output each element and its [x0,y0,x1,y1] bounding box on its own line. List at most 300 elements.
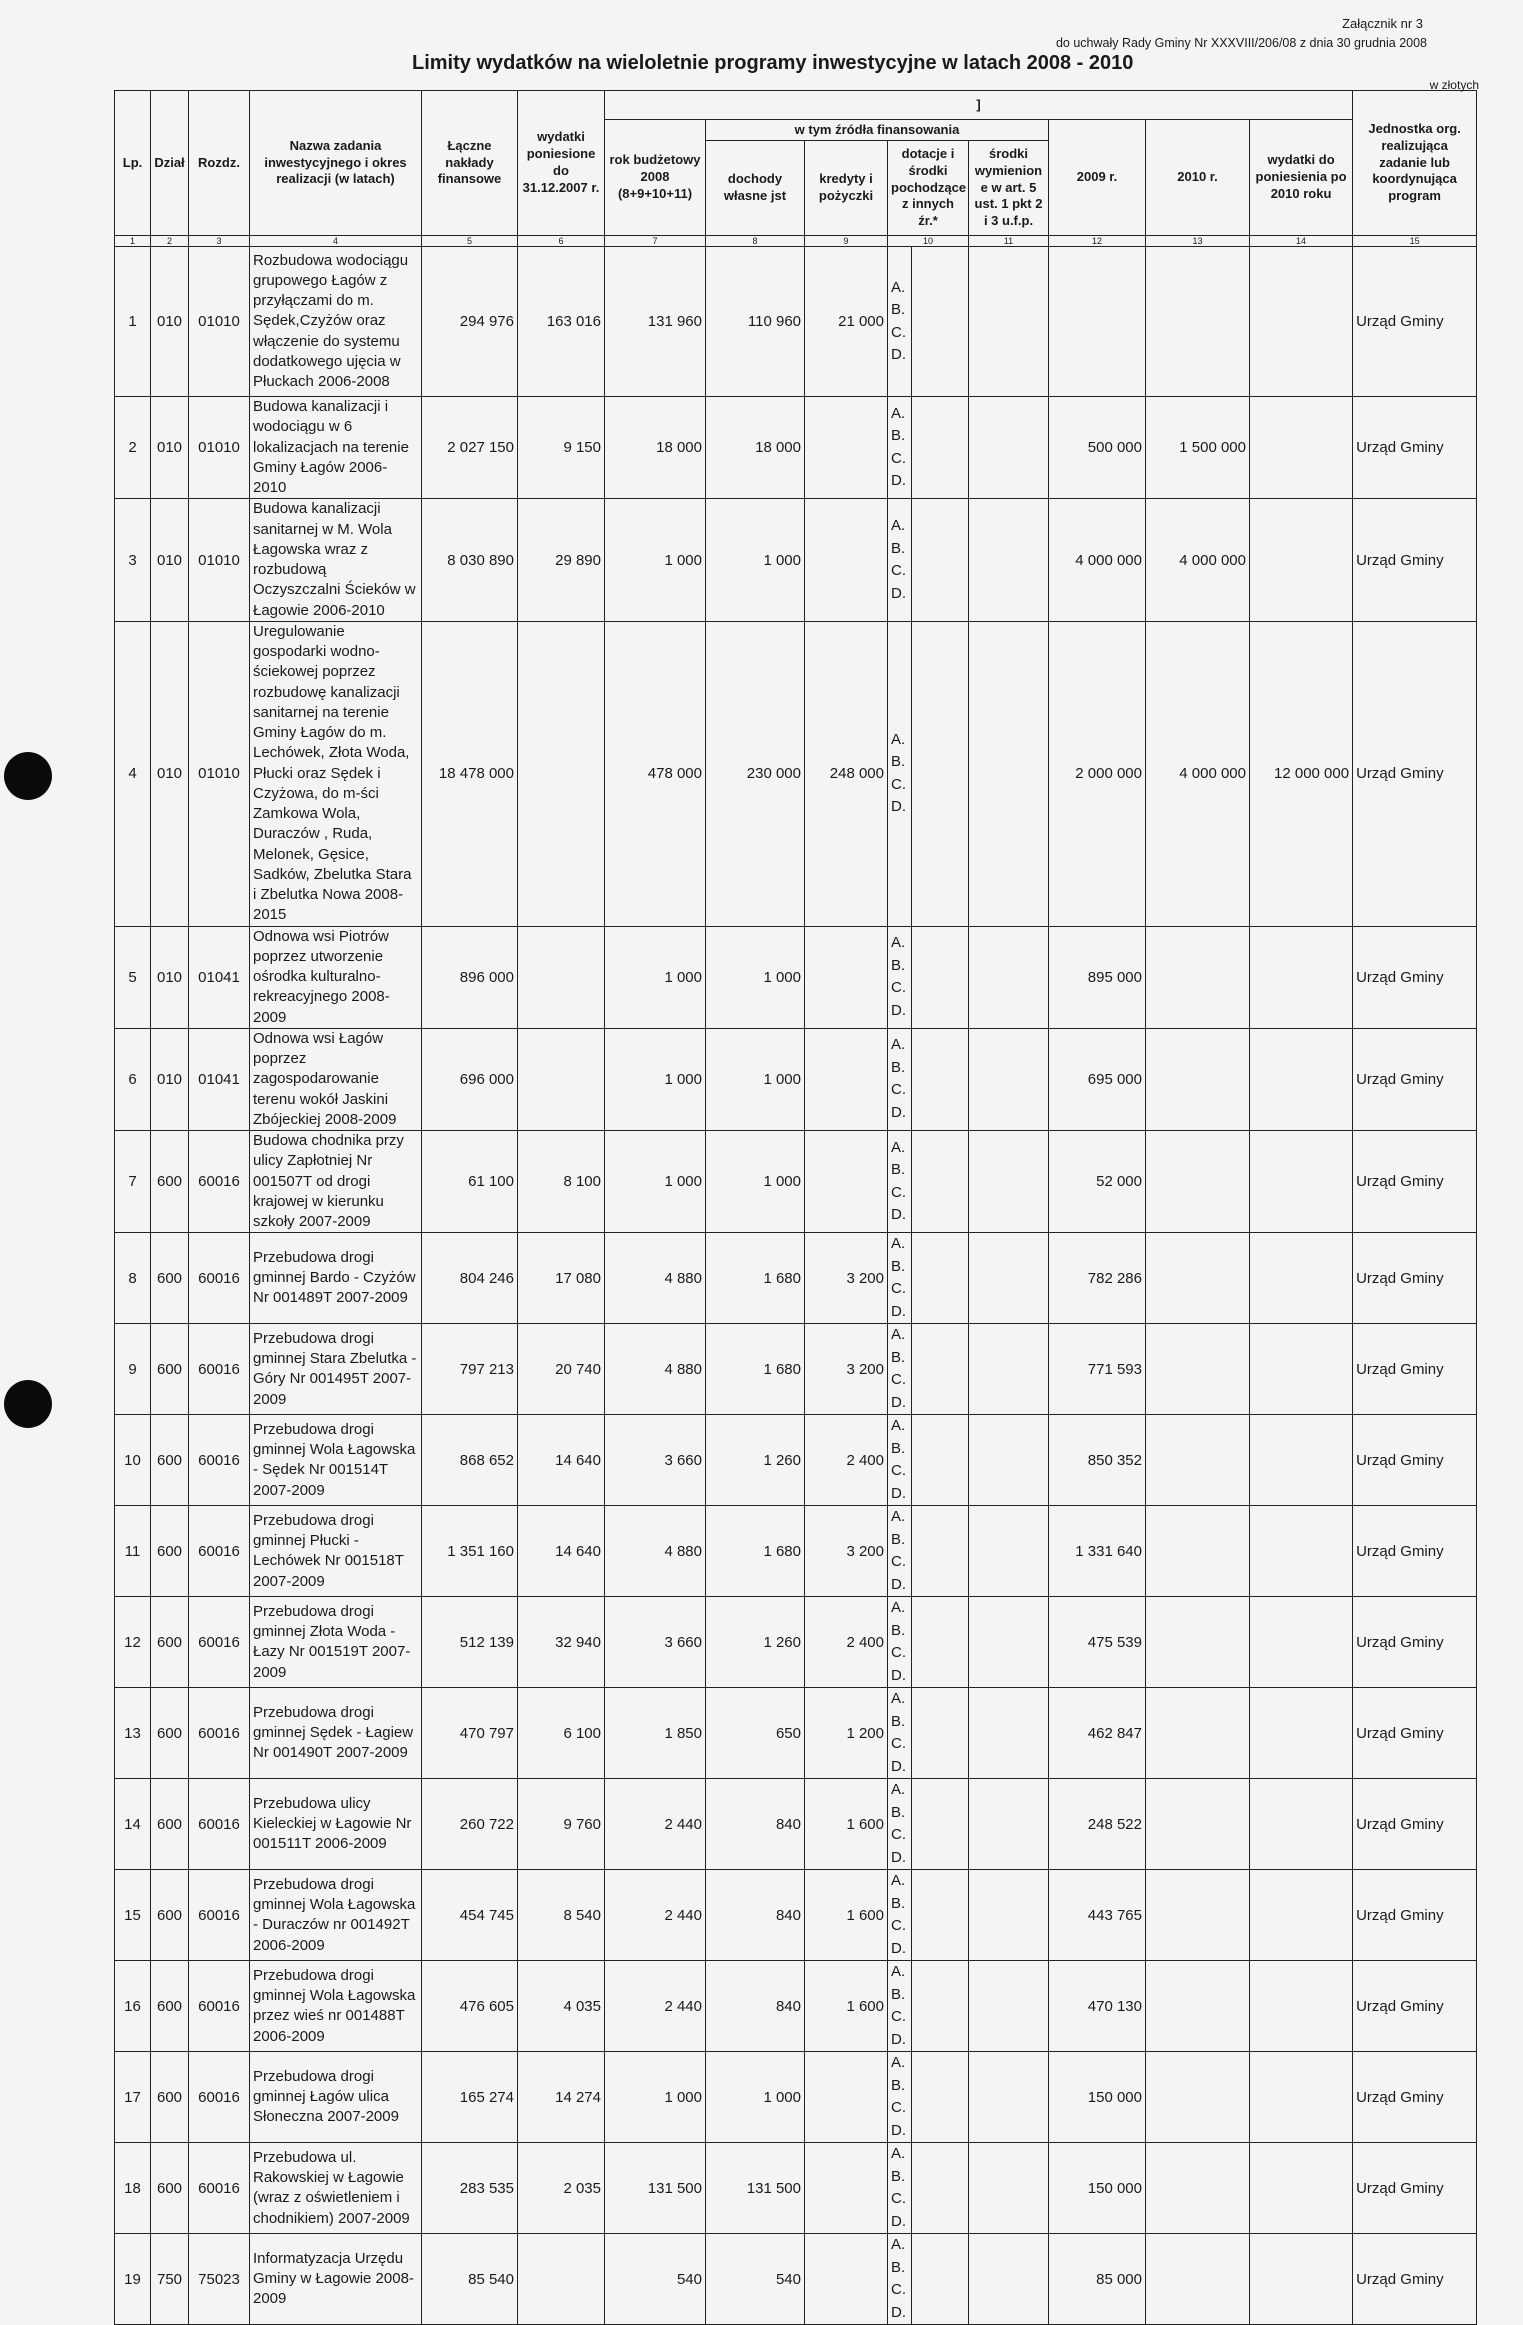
row-grants [912,1324,969,1415]
row-budget-2008: 131 960 [605,247,706,397]
col-number: 10 [888,236,969,247]
row-budget-2008: 1 000 [605,499,706,622]
row-spent-2007: 6 100 [518,1688,605,1779]
row-rozdz: 60016 [189,1131,250,1233]
row-2010 [1146,1131,1250,1233]
row-budget-2008: 4 880 [605,1233,706,1324]
row-rozdz: 01041 [189,1028,250,1130]
row-abcd-labels [888,397,912,499]
row-credits: 1 600 [805,1961,888,2052]
row-grants [912,621,969,926]
row-total: 260 722 [422,1779,518,1870]
row-art5 [969,499,1049,622]
row-total: 476 605 [422,1961,518,2052]
abcd-label: A. [891,1138,906,1156]
row-total: 61 100 [422,1131,518,1233]
row-grants [912,1779,969,1870]
row-after-2010 [1250,1870,1353,1961]
abcd-label: C. [891,2099,906,2117]
row-after-2010 [1250,1131,1353,1233]
row-2009: 695 000 [1049,1028,1146,1130]
row-art5 [969,1028,1049,1130]
row-lp: 17 [115,2052,151,2143]
row-art5 [969,1597,1049,1688]
row-dzial: 750 [151,2234,189,2325]
attachment-number: Załącznik nr 3 [1342,16,1423,31]
abcd-label: D. [891,2303,906,2321]
row-unit: Urząd Gminy [1353,2143,1477,2234]
row-unit: Urząd Gminy [1353,1961,1477,2052]
row-2010: 4 000 000 [1146,499,1250,622]
investment-limits-table [114,90,1477,2325]
row-grants [912,1688,969,1779]
row-lp: 2 [115,397,151,499]
row-grants [912,397,969,499]
row-dzial: 600 [151,1233,189,1324]
row-own-income: 110 960 [706,247,805,397]
row-spent-2007: 32 940 [518,1597,605,1688]
abcd-label: A. [891,2236,906,2254]
abcd-label: A. [891,1508,906,1526]
row-2009: 771 593 [1049,1324,1146,1415]
col-number: 6 [518,236,605,247]
row-dzial: 010 [151,499,189,622]
abcd-label: B. [891,1621,906,1639]
abcd-label: C. [891,1826,906,1844]
row-2010 [1146,1324,1250,1415]
row-budget-2008: 4 880 [605,1324,706,1415]
row-abcd-labels [888,1961,912,2052]
col-number: 8 [706,236,805,247]
row-task-name: Uregulowanie gospodarki wodno-ściekowej poprzez rozbudowę kanalizacji sanitarnej na terenie Gminy Łagów do m. Lechówek, Złota Woda, Płucki oraz Sędek i Czyżowa, do m-ści Zamkowa Wola, Duraczów , Ruda, Melonek, Gęsice, Sadków, Zbelutka Stara i Zbelutka Nowa 2008-2015 [250,621,422,926]
row-own-income: 650 [706,1688,805,1779]
row-dzial: 600 [151,1688,189,1779]
col-number: 11 [969,236,1049,247]
abcd-label: C. [891,1280,906,1298]
abcd-label: C. [891,1553,906,1571]
row-task-name: Przebudowa drogi gminnej Wola Łagowska przez wieś nr 001488T 2006-2009 [250,1961,422,2052]
row-lp: 5 [115,926,151,1028]
abcd-label: A. [891,2145,906,2163]
row-spent-2007: 29 890 [518,499,605,622]
row-rozdz: 60016 [189,1961,250,2052]
row-own-income: 1 680 [706,1324,805,1415]
row-after-2010 [1250,2234,1353,2325]
row-task-name: Przebudowa drogi gminnej Stara Zbelutka - Góry Nr 001495T 2007-2009 [250,1324,422,1415]
table-body [115,247,1477,2325]
row-lp: 7 [115,1131,151,1233]
col-number: 7 [605,236,706,247]
abcd-label: B. [891,301,906,318]
row-own-income: 1 000 [706,2052,805,2143]
row-grants [912,2143,969,2234]
row-art5 [969,1233,1049,1324]
abcd-label: C. [891,2190,906,2208]
row-dzial: 010 [151,621,189,926]
row-credits [805,2234,888,2325]
row-total: 797 213 [422,1324,518,1415]
row-task-name: Przebudowa drogi gminnej Łagów ulica Słoneczna 2007-2009 [250,2052,422,2143]
abcd-label: B. [891,2258,906,2276]
table-row [115,1779,1477,1870]
row-task-name: Budowa chodnika przy ulicy Zapłotniej Nr 001507T od drogi krajowej w kierunku szkoły 2007-2009 [250,1131,422,1233]
abcd-label: B. [891,1348,906,1366]
table-row [115,1131,1477,1233]
row-art5 [969,1779,1049,1870]
row-spent-2007: 8 540 [518,1870,605,1961]
row-lp: 12 [115,1597,151,1688]
row-task-name: Przebudowa ul. Rakowskiej w Łagowie (wraz z oświetleniem i chodnikiem) 2007-2009 [250,2143,422,2234]
row-total: 2 027 150 [422,397,518,499]
row-credits: 3 200 [805,1506,888,1597]
row-after-2010 [1250,1324,1353,1415]
row-spent-2007: 17 080 [518,1233,605,1324]
abcd-label: C. [891,1462,906,1480]
row-2010 [1146,1961,1250,2052]
row-rozdz: 60016 [189,1870,250,1961]
row-after-2010: 12 000 000 [1250,621,1353,926]
abcd-label: B. [891,1058,906,1076]
row-dzial: 600 [151,1870,189,1961]
row-dzial: 600 [151,1597,189,1688]
row-own-income: 840 [706,1961,805,2052]
row-unit: Urząd Gminy [1353,621,1477,926]
row-rozdz: 60016 [189,2143,250,2234]
row-unit: Urząd Gminy [1353,1779,1477,1870]
punch-hole-top [4,752,52,800]
row-art5 [969,1415,1049,1506]
col-unit-header: Jednostka org. realizująca zadanie lub koordynująca program [1353,91,1477,236]
col-after-2010-header: wydatki do poniesienia po 2010 roku [1250,120,1353,236]
row-grants [912,1233,969,1324]
row-task-name: Przebudowa drogi gminnej Złota Woda - Łazy Nr 001519T 2007-2009 [250,1597,422,1688]
row-lp: 10 [115,1415,151,1506]
row-rozdz: 01010 [189,397,250,499]
row-art5 [969,397,1049,499]
row-own-income: 1 000 [706,926,805,1028]
abcd-label: D. [891,584,906,602]
page-title: Limity wydatków na wieloletnie programy inwestycyjne w latach 2008 - 2010 [412,52,1134,74]
row-own-income: 1 680 [706,1233,805,1324]
row-abcd-labels [888,1597,912,1688]
row-own-income: 1 680 [706,1506,805,1597]
table-row [115,1028,1477,1130]
row-spent-2007: 4 035 [518,1961,605,2052]
row-total: 294 976 [422,247,518,397]
row-task-name: Budowa kanalizacji i wodociągu w 6 lokalizacjach na terenie Gminy Łagów 2006-2010 [250,397,422,499]
col-number: 4 [250,236,422,247]
row-unit: Urząd Gminy [1353,1870,1477,1961]
abcd-label: D. [891,2212,906,2230]
row-2010: 4 000 000 [1146,621,1250,926]
row-grants [912,499,969,622]
abcd-label: D. [891,1302,906,1320]
row-total: 896 000 [422,926,518,1028]
row-2010 [1146,1415,1250,1506]
abcd-label: A. [891,1781,906,1799]
abcd-label: C. [891,323,906,341]
row-unit: Urząd Gminy [1353,1506,1477,1597]
row-abcd-labels [888,2143,912,2234]
row-task-name: Przebudowa drogi gminnej Wola Łagowska - Duraczów nr 001492T 2006-2009 [250,1870,422,1961]
row-dzial: 010 [151,247,189,397]
abcd-label: A. [891,1235,906,1253]
punch-hole-bottom [4,1380,52,1428]
row-own-income: 1 000 [706,1028,805,1130]
row-task-name: Przebudowa drogi gminnej Bardo - Czyżów Nr 001489T 2007-2009 [250,1233,422,1324]
row-2010 [1146,2143,1250,2234]
row-art5 [969,926,1049,1028]
row-rozdz: 60016 [189,1415,250,1506]
abcd-label: C. [891,562,906,579]
row-task-name: Budowa kanalizacji sanitarnej w M. Wola Łagowska wraz z rozbudową Oczyszczalni Ścieków w Łagowie 2006-2010 [250,499,422,622]
row-2009: 4 000 000 [1049,499,1146,622]
row-2009: 248 522 [1049,1779,1146,1870]
row-unit: Urząd Gminy [1353,1233,1477,1324]
col-dzial-header: Dział [151,91,189,236]
abcd-label: A. [891,1599,906,1617]
row-unit: Urząd Gminy [1353,397,1477,499]
abcd-label: B. [891,753,906,771]
row-2010 [1146,1506,1250,1597]
row-task-name: Przebudowa ulicy Kieleckiej w Łagowie Nr 001511T 2006-2009 [250,1779,422,1870]
table-row [115,1415,1477,1506]
row-dzial: 600 [151,2052,189,2143]
row-after-2010 [1250,2143,1353,2234]
row-abcd-labels [888,1688,912,1779]
row-total: 804 246 [422,1233,518,1324]
row-lp: 18 [115,2143,151,2234]
row-art5 [969,1131,1049,1233]
row-after-2010 [1250,1415,1353,1506]
abcd-label: C. [891,1371,906,1389]
row-2009: 462 847 [1049,1688,1146,1779]
row-art5 [969,1324,1049,1415]
abcd-label: D. [891,798,906,816]
row-after-2010 [1250,1688,1353,1779]
abcd-label: D. [891,346,906,363]
row-2010 [1146,1870,1250,1961]
col-group-bracket: ] [605,91,1353,120]
abcd-label: D. [891,1484,906,1502]
row-rozdz: 01010 [189,621,250,926]
row-art5 [969,1961,1049,2052]
row-abcd-labels [888,1324,912,1415]
row-credits [805,499,888,622]
row-credits: 1 600 [805,1870,888,1961]
row-credits: 1 200 [805,1688,888,1779]
row-art5 [969,247,1049,397]
table-row [115,1870,1477,1961]
abcd-label: A. [891,1036,906,1054]
row-after-2010 [1250,2052,1353,2143]
row-spent-2007: 2 035 [518,2143,605,2234]
abcd-label: D. [891,1939,906,1957]
row-art5 [969,621,1049,926]
row-2009 [1049,247,1146,397]
row-grants [912,1506,969,1597]
row-abcd-labels [888,1870,912,1961]
row-total: 1 351 160 [422,1506,518,1597]
row-total: 454 745 [422,1870,518,1961]
abcd-label: C. [891,2281,906,2299]
row-2009: 1 331 640 [1049,1506,1146,1597]
row-grants [912,247,969,397]
abcd-label: B. [891,956,906,974]
row-lp: 4 [115,621,151,926]
abcd-label: C. [891,1917,906,1935]
row-spent-2007 [518,1028,605,1130]
abcd-label: A. [891,1963,906,1981]
row-dzial: 600 [151,1779,189,1870]
col-number: 3 [189,236,250,247]
col-number: 13 [1146,236,1250,247]
row-abcd-labels [888,1028,912,1130]
abcd-label: A. [891,1326,906,1344]
row-credits: 21 000 [805,247,888,397]
row-art5 [969,1506,1049,1597]
col-rozdz-header: Rozdz. [189,91,250,236]
row-rozdz: 60016 [189,1233,250,1324]
row-2010 [1146,926,1250,1028]
abcd-label: A. [891,2054,906,2072]
row-art5 [969,1688,1049,1779]
row-own-income: 1 000 [706,1131,805,1233]
row-abcd-labels [888,499,912,622]
row-total: 512 139 [422,1597,518,1688]
abcd-label: B. [891,1985,906,2003]
abcd-label: D. [891,1848,906,1866]
row-credits: 2 400 [805,1415,888,1506]
row-2010 [1146,1597,1250,1688]
abcd-label: C. [891,979,906,997]
row-spent-2007: 163 016 [518,247,605,397]
row-total: 868 652 [422,1415,518,1506]
row-unit: Urząd Gminy [1353,1324,1477,1415]
col-grants-header: dotacje i środki pochodzące z innych źr.* [888,141,969,236]
row-own-income: 540 [706,2234,805,2325]
row-rozdz: 01010 [189,247,250,397]
abcd-label: D. [891,1001,906,1019]
row-spent-2007: 14 640 [518,1506,605,1597]
row-spent-2007: 9 150 [518,397,605,499]
row-rozdz: 60016 [189,2052,250,2143]
table-row [115,1506,1477,1597]
abcd-label: B. [891,1530,906,1548]
row-credits [805,1028,888,1130]
row-budget-2008: 1 000 [605,1131,706,1233]
row-task-name: Odnowa wsi Piotrów poprzez utworzenie ośrodka kulturalno-rekreacyjnego 2008-2009 [250,926,422,1028]
row-lp: 1 [115,247,151,397]
row-after-2010 [1250,926,1353,1028]
abcd-label: C. [891,1735,906,1753]
row-2010 [1146,1779,1250,1870]
table-row [115,2052,1477,2143]
row-task-name: Rozbudowa wodociągu grupowego Łagów z przyłączami do m. Sędek,Czyżów oraz włączenie do systemu dodatkowego ujęcia w Płuckach 2006-2008 [250,247,422,397]
row-after-2010 [1250,1779,1353,1870]
abcd-label: B. [891,1712,906,1730]
row-total: 85 540 [422,2234,518,2325]
row-budget-2008: 131 500 [605,2143,706,2234]
row-2009: 85 000 [1049,2234,1146,2325]
row-2009: 150 000 [1049,2143,1146,2234]
row-rozdz: 60016 [189,1688,250,1779]
row-2010 [1146,1028,1250,1130]
row-budget-2008: 1 000 [605,926,706,1028]
row-credits [805,926,888,1028]
row-after-2010 [1250,499,1353,622]
row-2009: 443 765 [1049,1870,1146,1961]
table-row [115,499,1477,622]
abcd-label: D. [891,1206,906,1224]
abcd-label: B. [891,427,906,445]
row-lp: 16 [115,1961,151,2052]
row-lp: 9 [115,1324,151,1415]
row-unit: Urząd Gminy [1353,2234,1477,2325]
col-number: 1 [115,236,151,247]
row-spent-2007 [518,2234,605,2325]
col-number: 2 [151,236,189,247]
abcd-label: C. [891,449,906,467]
row-2010: 1 500 000 [1146,397,1250,499]
row-budget-2008: 1 000 [605,1028,706,1130]
row-credits: 3 200 [805,1233,888,1324]
row-task-name: Przebudowa drogi gminnej Sędek - Łagiew Nr 001490T 2007-2009 [250,1688,422,1779]
row-dzial: 600 [151,1415,189,1506]
row-2009: 500 000 [1049,397,1146,499]
row-grants [912,1870,969,1961]
row-after-2010 [1250,247,1353,397]
table-row [115,2143,1477,2234]
col-art5-header: środki wymienion e w art. 5 ust. 1 pkt 2 i 3 u.f.p. [969,141,1049,236]
abcd-label: C. [891,1081,906,1099]
row-2009: 150 000 [1049,2052,1146,2143]
row-own-income: 840 [706,1870,805,1961]
row-budget-2008: 3 660 [605,1597,706,1688]
row-dzial: 600 [151,1506,189,1597]
row-budget-2008: 1 850 [605,1688,706,1779]
row-spent-2007: 14 640 [518,1415,605,1506]
row-2010 [1146,247,1250,397]
row-spent-2007: 20 740 [518,1324,605,1415]
abcd-label: B. [891,1894,906,1912]
row-2010 [1146,1233,1250,1324]
abcd-label: A. [891,517,906,534]
abcd-label: D. [891,2121,906,2139]
row-dzial: 010 [151,397,189,499]
row-own-income: 230 000 [706,621,805,926]
row-rozdz: 60016 [189,1324,250,1415]
row-spent-2007: 9 760 [518,1779,605,1870]
row-2010 [1146,2052,1250,2143]
abcd-label: D. [891,2030,906,2048]
row-own-income: 1 000 [706,499,805,622]
abcd-label: C. [891,1183,906,1201]
row-own-income: 18 000 [706,397,805,499]
row-abcd-labels [888,1779,912,1870]
row-credits [805,2052,888,2143]
row-grants [912,2234,969,2325]
abcd-label: D. [891,1103,906,1121]
row-credits: 2 400 [805,1597,888,1688]
table-row [115,621,1477,926]
col-number: 9 [805,236,888,247]
row-budget-2008: 4 880 [605,1506,706,1597]
resolution-reference: do uchwały Rady Gminy Nr XXXVIII/206/08 z dnia 30 grudnia 2008 [1055,36,1427,50]
row-abcd-labels [888,247,912,397]
col-number: 14 [1250,236,1353,247]
table-row [115,397,1477,499]
